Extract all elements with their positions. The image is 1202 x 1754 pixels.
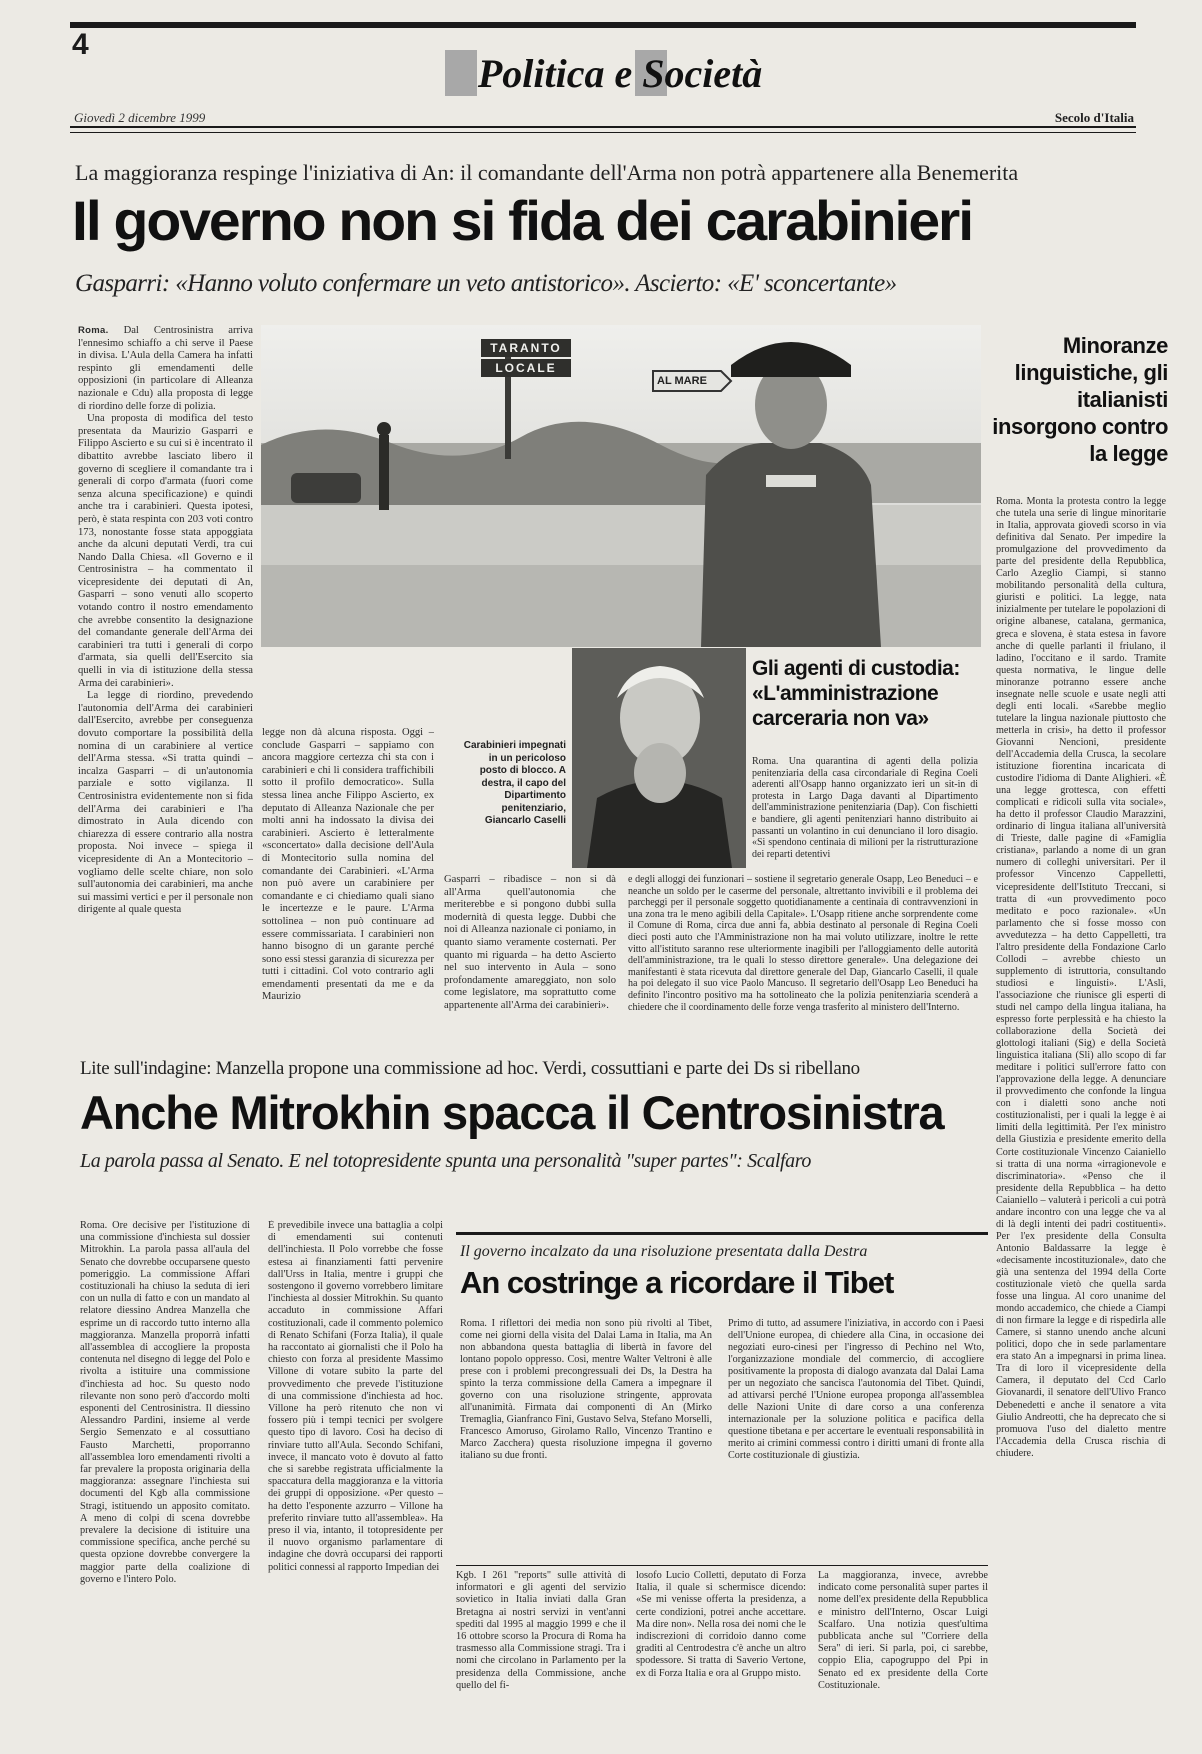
mitrokhin-subhead: La parola passa al Senato. E nel totopresidente spunta una personalità "super partes": Scalfaro	[80, 1150, 811, 1172]
caselli-photo	[572, 648, 746, 868]
section-title	[430, 44, 810, 102]
car	[291, 473, 361, 503]
mitrokhin-col4-text: losofo Lucio Colletti, deputato di Forza Italia, il quale si schermisce dicendo: «Se mi venisse offerta la presidenza, a certe condizioni, potrei anche accettare. Ma dire non». Nella rosa dei nomi che le indiscrezioni di corridoio danno come graditi al Centrodestra c'è anche un altro spodessore. Si tratta di Saverio Vertone, ex di Forza Italia e ora al Gruppo misto.	[636, 1570, 806, 1679]
officer-belt	[766, 475, 816, 487]
main-col1-p1: Dal Centrosinistra arriva l'ennesimo schiaffo a chi serve il Paese in divisa. L'Aula della Camera ha infatti respinto gli emendamenti delle opposizioni (in particolare di Alleanza nazionale e Cdu) alla proposta di legge di riordino delle forze di polizia.	[78, 325, 253, 412]
mitrokhin-col2-text: È prevedibile invece una battaglia a colpi di emendamenti sui contenuti dell'inchiesta. Il Polo vorrebbe che fosse estesa ai finanziamenti fatti pervenire dall'Urss in Italia, mentre i gruppi che sostengono il governo vorrebbero limitare l'inchiesta al dossier Mitrokhin. Su quanto accaduto in commissione Affari costituzionali, cade il commento polemico di Renato Schifani (Forza Italia), il quale ha raccontato ai giornalisti che il Polo ha chiesto con forza al presidente Massimo Villone di votare subito la parte del provvedimento che prevede l'istituzione di una commissione d'inchiesta ad hoc. Villone ha però ritenuto che non vi fossero più i tempi tecnici per svolgere questo tipo di lavoro. Così ha deciso di rinviare tutto all'Aula. Secondo Schifani, invece, il mancato voto è dovuto al fatto che si sarebbe registrata ufficialmente la spaccatura della maggioranza e la vittoria dei gruppi di opposizione. «Per questo – ha detto l'esponente azzurro – Villone ha preferito rinviare tutto all'assemblea». Ha preso il via, intanto, il totopresidente per il nuovo organismo parlamentare di indagine che dovrà occuparsi dei rapporti politici connessi al rapporto Impedian dei	[268, 1220, 443, 1573]
masthead-rule-2	[70, 132, 1136, 133]
minoranze-text: Roma. Monta la protesta contro la legge che tutela una serie di lingue minoritarie in Italia, approvata giovedì scorso in via definitiva dal Senato. Per impedire la promulgazione del provvedimento da parte del presidente della Repubblica, Carlo Azeglio Ciampi, si stanno mobilitando personalità della cultura, giuristi e politici. La legge, nata inizialmente per tutelare le popolazioni di origine albanese, catalana, germanica, greca e slovena, è stata estesa in favore anche di quelle parlanti il friulano, il ladino, l'occitano e il sardo. Tramite questa normativa, le lingue delle minoranze potranno essere anche insegnate nelle scuole e usate negli atti degli enti locali. «Sarebbe meglio tutelare la lingua nazionale piuttosto che metterla in crisi», ha detto il professor Giovanni Nencioni, presidente dell'Accademia della Crusca, la secolare istituzione fiorentina incaricata di custodire l'idioma di Dante Alighieri. «È una legge grottesca, con effetti complicati e ridicoli sulla vita sociale», ha detto il professor Claudio Marazzini, ordinario di lingua italiana all'università di Trieste, dalle pagine di «Famiglia cristiana», parlando a nome di un gran numero di colleghi universitari. Per il professor Vincenzo Cappelletti, vicepresidente dell'Istituto Treccani, si tratta di «un provvedimento poco meditato e poco razionale». «Un parlamento che si fosse mosso con avvedutezza – ha detto Cappelletti, tra l'altro presidente della Fondazione Carlo Collodi – avrebbe chiesto un supplemento di istruttoria, consultando studiosi e linguisti». L'Asli, l'associazione che riunisce gli esperti di studi nel campo della lingua italiana, ha espresso forte perplessità e ha chiesto la collaborazione della Società dei glottologi italiani (Sig) e della Società linguistica italiana (Sli) allo scopo di far meditare i politici sull'errore fatto con l'approvazione della legge. A denunciare il provvedimento che confonde la lingua con i dialetti sono anche noti costituzionalisti, per i quali la legge è ai limiti della legittimità. Per l'ex ministro della Giustizia e presidente emerito della Corte costituzionale Vincenzo Caianiello si tratta di una norma «irragionevole e discriminatoria». «Penso che il presidente della Repubblica – ha detto Caianiello – valuterà i pericoli a cui potrà andare incontro con una legge che va al di là degli intenti dei padri costituenti». Per l'ex presidente della Consulta Antonio Baldassarre la legge è «decisamente incostituzionale», dato che già una sentenza del 1994 della Corte costituzionale vietò che quella sarda fosse una lingua. Al coro unanime del mondo accademico, che chiede a Ciampi di non firmare la legge e di rispedirla alle Camere, si stanno unendo anche alcuni politici, dopo che in sede parlamentare era stato An a impegnarsi in prima linea. Tra di loro il vicepresidente della Camera, il deputato del Ccd Carlo Giovanardi, il senatore dell'Ulivo Franco Debenedetti e anche il senatore a vita Giulio Andreotti, che ha deprecato che si promuova l'uso del dialetto mentre l'Accademia della Crusca rischia di chiudere.	[996, 496, 1166, 1459]
date-line: Giovedì 2 dicembre 1999	[74, 110, 206, 125]
agenti-text-top: Roma. Una quarantina di agenti della polizia penitenziaria della casa circondariale di Regina Coeli aderenti all'Osapp hanno organizzato ieri un sit-in di protesta in Largo Daga davanti al Dipartimento dell'amministrazione penitenziaria (Dap). Con fischietti e bandiere, gli agenti penitenziari hanno distribuito ai passanti un volantino in cui denunciano il loro disagio. «Si spendono centinaia di milioni per la ristrutturazione dei reparti detentivi	[752, 756, 978, 860]
main-dateline: Roma.	[78, 325, 109, 336]
carabinieri-photo	[261, 325, 981, 647]
agenti-col-top	[752, 756, 978, 870]
distant-officer	[379, 435, 389, 510]
sign-taranto-label: TARANTO	[490, 341, 562, 355]
officer-body	[701, 443, 881, 647]
masthead-rule-1	[70, 126, 1136, 128]
mitrokhin-col-3	[456, 1570, 626, 1740]
distant-officer-head	[377, 422, 391, 436]
minoranze-headline: Minoranze linguistiche, gli italianisti insorgono contro la legge	[992, 333, 1168, 466]
main-col-3	[444, 874, 616, 1020]
tibet-col-1	[460, 1318, 712, 1556]
main-col2-text: legge non dà alcuna risposta. Oggi – conclude Gasparri – sappiamo con ancora maggiore certezza chi sta con i carabinieri e chi li considera traffichibili sotto il profilo democratico». Sulla stessa linea anche Filippo Ascierto, ex deputato di Alleanza Nazionale che per molti anni ha indossato la divisa dei carabinieri. Ascierto è letteralmente «sconcertato» dalla decisione dell'Aula di Montecitorio sulla nomina del comandante dei Carabinieri. «L'Arma non può avere un carabiniere per comandante e ci chiediamo quali siano le incertezze e le paure. L'Arma sottolinea – non può continuare ad essere commissariata. I carabinieri non hanno bisogno di un garante perché sono essi stessi garanzia di sicurezza per tutti i cittadini. Col voto contrario agli emendamenti presentati da me e da Maurizio	[262, 727, 434, 1003]
mitrokhin-kicker: Lite sull'indagine: Manzella propone una commissione ad hoc. Verdi, cossuttiani e parte dei Ds si ribellano	[80, 1058, 860, 1079]
photo-caption: Carabinieri impegnati in un pericoloso posto di blocco. A destra, il capo del Dipartimento penitenziario, Giancarlo Caselli	[463, 740, 566, 826]
mitrokhin-col5-text: La maggioranza, invece, avrebbe indicato come personalità super partes il nome dell'ex presidente della Repubblica e ministro dell'Interno, Oscar Luigi Scalfaro. Una notizia quest'ultima pubblicata anche sul "Corriere della Sera" di ieri. Si parla, poi, ci sarebbe, coppio Elia, capogruppo del Ppi in Senato ed ex presidente della Corte Costituzionale.	[818, 1570, 988, 1691]
caselli-photo-svg	[572, 648, 746, 868]
paper-name: Secolo d'Italia	[1054, 110, 1134, 125]
page-number: 4	[72, 28, 89, 61]
top-rule	[70, 22, 1136, 28]
caselli-hands	[634, 743, 686, 803]
sign-al-mare-label: AL MARE	[657, 375, 707, 387]
tibet-col-2	[728, 1318, 984, 1556]
tibet-col2-text: Primo di tutto, ad assumere l'iniziativa, in accordo con i Paesi dell'Unione europea, di chiedere alla Cina, in occasione dei negoziati euro-cinesi per l'ingresso di Pechino nel Wto, l'organizzazione mondiale del commercio, di accogliere positivamente la proposta di dialogo avanzata dal Dalai Lama per un negoziato che sancisca l'autonomia del Tibet. Quindi, ad attivarsi perché l'Unione europea proponga all'assemblea delle Nazioni Unite di dare corso a una conferenza internazionale per la soluzione politica e pacifica della questione tibetana e per accertare le eventuali responsabilità in merito ai crimini commessi contro i diritti umani di fronte alla Corte costituzionale di giustizia.	[728, 1318, 984, 1461]
main-subhead: Gasparri: «Hanno voluto confermare un veto antistorico». Ascierto: «E' sconcertante»	[75, 270, 897, 297]
agenti-col-bottom	[628, 874, 978, 1022]
main-col1-p3: La legge di riordino, prevedendo l'autonomia dell'Arma dei carabinieri dall'Esercito, avrebbe per conseguenza dovuto comportare la possibilità della nomina di un carabiniere al vertice dell'Arma stessa. «Si tratta quindi – incalza Gasparri – di un'autonomia parziale e sotto vigilanza. Il Centrosinistra evidentemente non si fida dell'Arma dei carabinieri e l'ha dimostrato in Aula dicendo con chiarezza di essere contrario alla nostra proposta. Noi invece – spiega il vicepresidente di An a Montecitorio – vogliamo delle scelte chiare, non solo sull'autonomia dei carabinieri, ma anche sui massimi vertici e per il personale non dirigente al quale questa	[78, 690, 253, 916]
mitrokhin-headline: Anche Mitrokhin spacca il Centrosinistra	[80, 1086, 944, 1139]
main-col-2	[262, 727, 434, 1020]
agenti-headline: Gli agenti di custodia: «L'amministrazione carceraria non va»	[752, 657, 960, 730]
tibet-headline: An costringe a ricordare il Tibet	[460, 1265, 894, 1300]
main-col1-p2: Una proposta di modifica del testo presentata da Maurizio Gasparri e Filippo Ascierto e su cui si è incentrato il dibattito avrebbe lasciato libero il governo di scegliere il comandante tra i generali di corpo d'armata (fuori come senza alcuna specificazione) e quindi anche tra i carabinieri. Questa ipotesi, però, è stata respinta con 203 voti contro 173, nonostante fosse stata appoggiata anche da alcuni deputati Verdi, tra cui Nando Dalla Chiesa. «Il Governo e il Centrosinistra – ha commentato il vicepresidente dei deputati di An, Gasparri – sono venuti allo scoperto votando contro il nostro emendamento che avrebbe consentito la designazione del comandante generale dell'Arma dei carabinieri tra tutti i generali di corpo d'armata, sia quelli dell'Esercito sia quelli in via di istituzione della stessa Arma dei carabinieri».	[78, 413, 253, 689]
sign-locale-label: LOCALE	[495, 361, 557, 375]
agenti-text-bottom: e degli alloggi dei funzionari – sostiene il segretario generale Osapp, Leo Beneduci – e neanche un soldo per le caserme del personale, altrettanto invivibili e il problema dei parcheggi per il personale soggetto quotidianamente a centinaia di contravvenzioni in una zona tra le meno agibili della Capitale». L'Osapp ritiene anche sorprendente come il Comune di Roma, circa due anni fa, abbia destinato al personale di Regina Coeli dieci posti auto che l'Amministrazione non ha mai voluto utilizzare, inoltre le rette vitto all'istituto saranno rese ulteriormente inagibili per l'alloggiamento delle autorità dell'amministrazione, tra le quali lo stesso direttore generale». Una delegazione dei manifestanti è stata ricevuta dal direttore generale del Dap, Giancarlo Caselli, il quale ha poi delegato il suo vice Paolo Mancuso. Il segretario dell'Osapp Leo Beneduci ha definito l'incontro positivo ma ha sottolineato che la polizia penitenziaria scenderà a chiedere che il coordinamento delle forze venga trasferito al ministero dell'Interno.	[628, 874, 978, 1013]
main-kicker: La maggioranza respinge l'iniziativa di An: il comandante dell'Arma non potrà appartenere alla Benemerita	[75, 160, 1019, 185]
mitrokhin-col-5	[818, 1570, 988, 1740]
section-title-text: Politica e Società	[477, 51, 763, 96]
tibet-col1-text: Roma. I riflettori dei media non sono più rivolti al Tibet, come nei giorni della visita del Dalai Lama in Italia, ma An non abbandona questa battaglia di libertà in favore del lontano popolo oppresso. Così, mentre Walter Veltroni è alle prese con i problemi precongressuali dei Ds, la Destra ha spinto la terza commissione della Camera a impegnare il governo con una risoluzione stringente, approvata all'unanimità. Firmata dai componenti di An (Mirko Tremaglia, Gianfranco Fini, Gustavo Selva, Stefano Morselli, Francesco Amoruso, Girolamo Rallo, Vincenzo Trantino e Marco Zacchera) questa risoluzione impegna il governo italiano su due fronti.	[460, 1318, 712, 1461]
carabinieri-photo-svg	[261, 325, 981, 647]
mitrokhin-col1-text: Roma. Ore decisive per l'istituzione di una commissione d'inchiesta sul dossier Mitrokhin. La parola passa all'aula del Senato che dovrebbe occuparsene questo pomeriggio. La commissione Affari costituzionali ha chiuso la seduta di ieri con un nulla di fatto e con un mandato al relatore diessino Andrea Manzella che esprime un di raccordo tutto interno alla maggioranza. Manzella proporrà infatti all'assemblea di accogliere la proposta contenuta nel disegno di legge del Polo e rivolta a istituire una commissione d'inchiesta ad hoc. Su questo nodo rilevante non sono però d'accordo molti esponenti del Centrosinistra. Il diessino Alessandro Pardini, insieme al verde Sergio Semenzato e al cossuttiano Fausto Marchetti, proporranno all'assemblea loro emendamenti rivolti a far prevalere la proposta originaria della maggioranza: assegnare l'inchiesta sui documenti del Kgb alla commissione Stragi, istituendo un apposito comitato. A meno di colpi di scena dovrebbe prevalere la decisione di istituire una commissione specifica, anche perché su questa opzione dovrebbe convergere la maggior parte della coalizione di governo e l'intero Polo.	[80, 1220, 250, 1585]
tibet-kicker: Il governo incalzato da una risoluzione presentata dalla Destra	[460, 1243, 868, 1260]
mitrokhin-col-1	[80, 1220, 250, 1740]
main-col-1	[78, 325, 253, 1020]
mitrokhin-col-2	[268, 1220, 443, 1740]
main-headline: Il governo non si fida dei carabinieri	[72, 189, 973, 252]
minoranze-col	[996, 496, 1166, 1736]
mitrokhin-col3-text: Kgb. I 261 "reports" sulle attività di informatori e gli agenti del servizio sovietico in Italia inviati dalla Gran Bretagna ai nostri servizi in vent'anni spediti dal 1995 al maggio 1999 e che il 16 ottobre scorso la Procura di Roma ha trasmesso alla Commissione stragi. Tra i nomi che circolano in Parlamento per la presidenza della Commissione, anche quello del fi-	[456, 1570, 626, 1691]
main-col3-text: Gasparri – ribadisce – non si dà all'Arma quell'autonomia che meriterebbe e si pongono dubbi sulla modernità di questa legge. Dubbi che noi di Alleanza nazionale ci poniamo, in quanto siamo veramente costernati. Per quanto mi riguarda – ha detto Ascierto nel suo intervento in Aula – sono profondamente amareggiato, non solo come legislatore, ma soprattutto come appartenente all'Arma dei carabinieri».	[444, 874, 616, 1011]
mitrokhin-col-4	[636, 1570, 806, 1740]
